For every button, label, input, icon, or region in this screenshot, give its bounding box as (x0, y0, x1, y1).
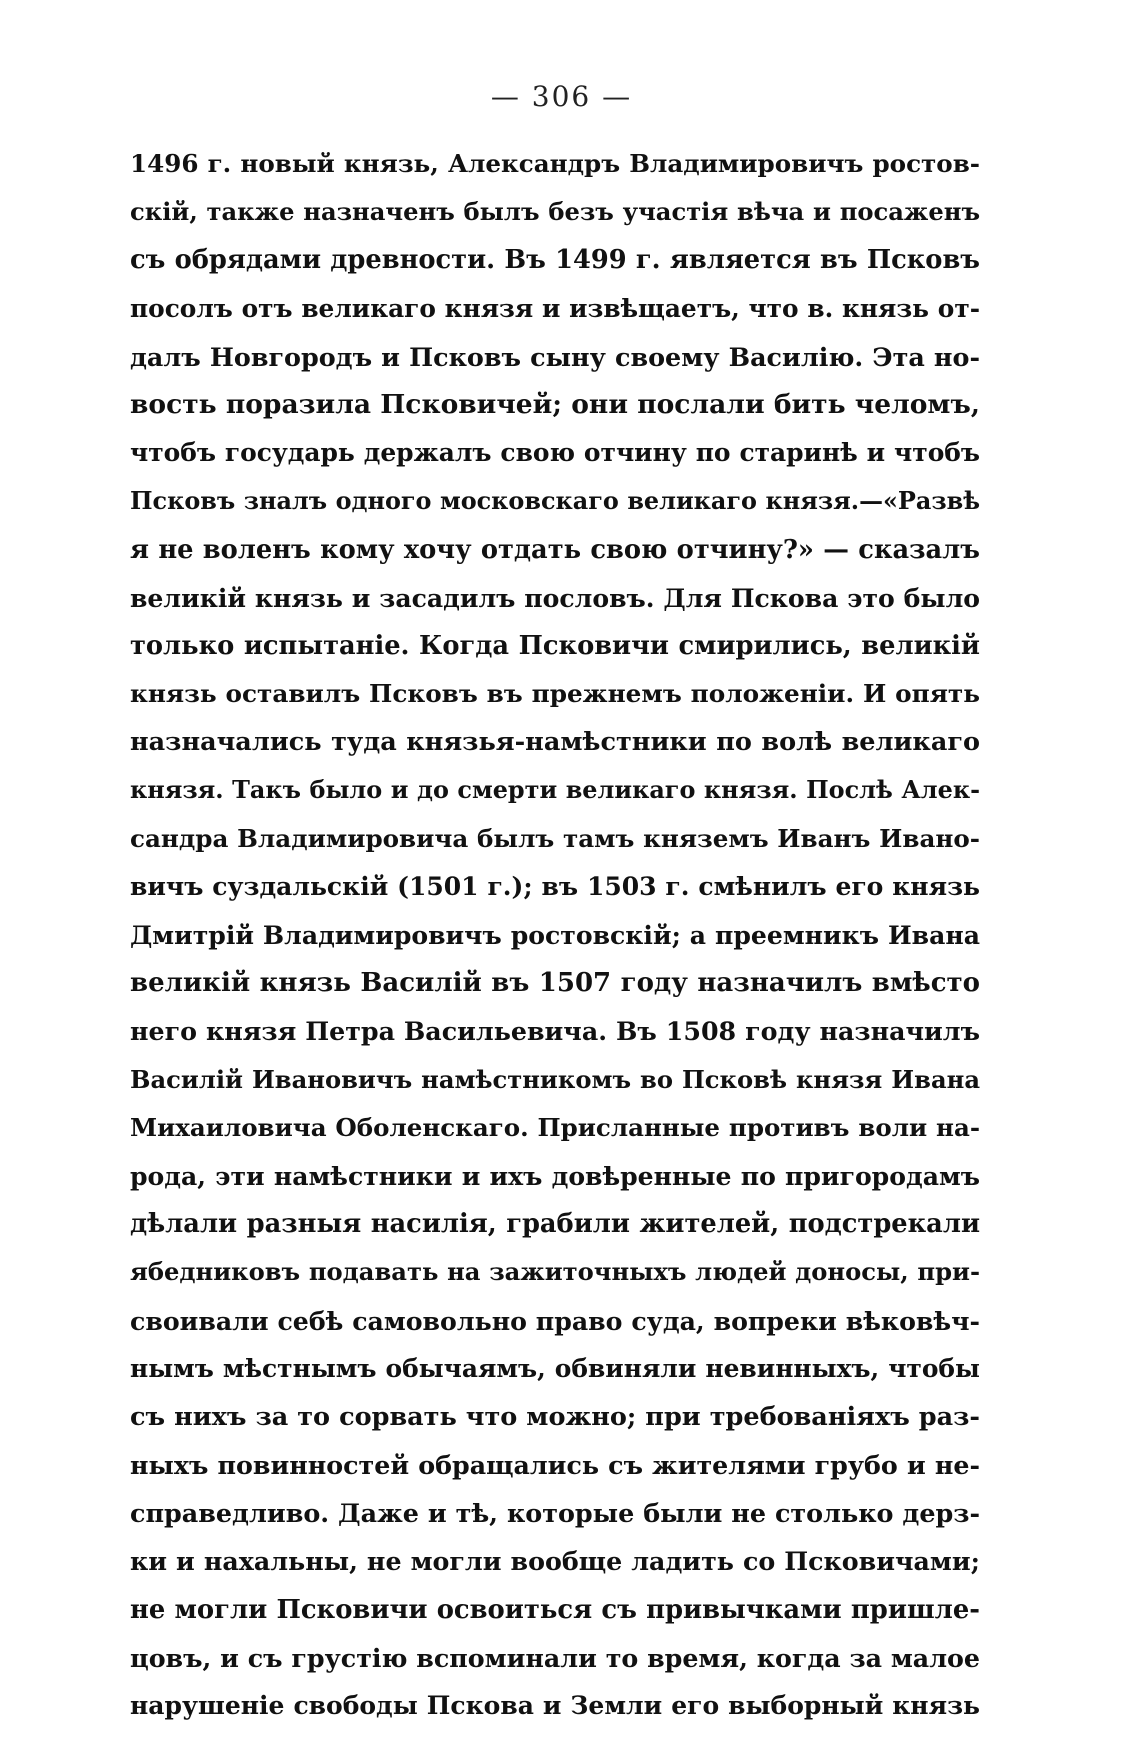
page-number: — 306 — (490, 80, 633, 113)
text-line: не могли Псковичи освоиться съ привычками пришле- (130, 1594, 980, 1625)
text-line: назначались туда князья-намѣстники по волѣ великаго (130, 727, 980, 758)
text-line: великій князь и засадилъ пословъ. Для Пскова это было (130, 582, 980, 613)
text-line: него князя Петра Васильевича. Въ 1508 году назначилъ (130, 1016, 980, 1047)
text-line: ки и нахальны, не могли вообще ладить со Псковичами; (130, 1546, 980, 1577)
text-line: справедливо. Даже и тѣ, которые были не столько дерз- (130, 1498, 980, 1529)
text-line: вость поразила Псковичей; они послали бить челомъ, (130, 388, 980, 420)
text-line: нарушеніе свободы Пскова и Земли его выборный князь (130, 1691, 980, 1720)
text-line: дѣлали разныя насилія, грабили жителей, подстрекали (130, 1209, 980, 1240)
text-line: князь оставилъ Псковъ въ прежнемъ положеніи. И опять (130, 679, 980, 709)
text-line: ныхъ повинностей обращались съ жителями грубо и не- (130, 1450, 980, 1481)
text-line: Псковъ зналъ одного московскаго великаго князя.—«Развѣ (130, 487, 980, 516)
text-line: нымъ мѣстнымъ обычаямъ, обвиняли невинныхъ, чтобы (130, 1353, 980, 1383)
text-line: сандра Владимировича былъ тамъ княземъ Иванъ Ивано- (130, 823, 980, 853)
text-line: Василій Ивановичъ намѣстникомъ во Псковѣ князя Ивана (130, 1064, 980, 1094)
text-line: 1496 г. новый князь, Александръ Владимировичъ ростов- (130, 149, 980, 178)
text-line: съ нихъ за то сорвать что можно; при требованіяхъ раз- (130, 1401, 980, 1432)
text-line: Михаиловича Оболенскаго. Присланные противъ воли на- (130, 1112, 980, 1142)
text-line: Дмитрій Владимировичъ ростовскій; а преемникъ Ивана (130, 920, 980, 950)
text-line: я не воленъ кому хочу отдать свою отчину?» — сказалъ (130, 534, 980, 565)
text-line: только испытаніе. Когда Псковичи смирились, великій (130, 630, 980, 661)
body-text (130, 140, 980, 1730)
text-line: скій, также назначенъ былъ безъ участія вѣча и посаженъ (130, 197, 980, 227)
text-line: рода, эти намѣстники и ихъ довѣренные по пригородамъ (130, 1160, 980, 1191)
text-line: великій князь Василій въ 1507 году назначилъ вмѣсто (130, 968, 980, 999)
text-line: ябедниковъ подавать на зажиточныхъ людей доносы, при- (130, 1257, 980, 1287)
text-line: далъ Новгородъ и Псковъ сыну своему Василію. Эта но- (130, 341, 980, 372)
text-line: съ обрядами древности. Въ 1499 г. является въ Псковъ (130, 245, 980, 276)
text-line: князя. Такъ было и до смерти великаго князя. Послѣ Алек- (130, 776, 980, 805)
text-line: чтобъ государь держалъ свою отчину по старинѣ и чтобъ (130, 438, 980, 468)
text-line: своивали себѣ самовольно право суда, вопреки вѣковѣч- (130, 1305, 980, 1336)
text-line: цовъ, и съ грустію вспоминали то время, когда за малое (130, 1642, 980, 1673)
text-line: посолъ отъ великаго князя и извѣщаетъ, что в. князь от- (130, 293, 980, 323)
text-line: вичъ суздальскій (1501 г.); въ 1503 г. смѣнилъ его князь (130, 871, 980, 901)
